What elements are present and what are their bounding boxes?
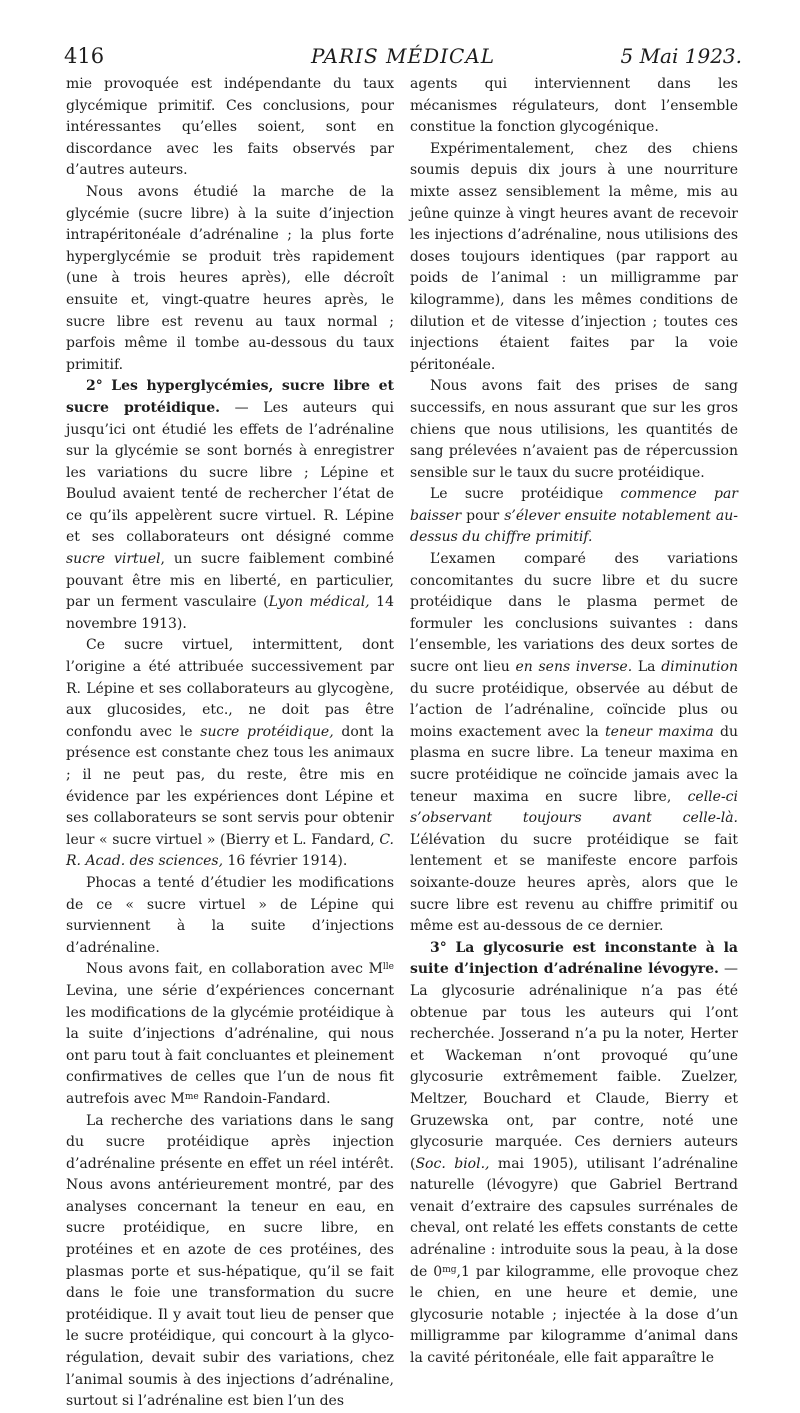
paragraph: Nous avons fait, en collaboration avec $M^{lle}$ Levina, une série d’expériences concernant les modifications de la glycémie protéidique à la suite d’injections d’adrénaline, qui nous ont paru tout à fait concluantes et pleinement confirmatives de celles que l’un de nous fit autrefois avec $M^{me}$ Randoin-Fandard. [66, 961, 394, 1107]
section-paragraph: 3° La glycosurie est inconstante à la suite d’injection d’adrénaline lévogyre. — La glycosurie adrénalinique n’a pas été obtenue par tous les auteurs qui l’ont recherchée. Josserand n’a pu la noter, Herter et Wackeman n’ont provoqué qu’une glycosurie extrêmement faible. Zuelzer, Meltzer, Bouchard et Claude, Bierry et Gruzewska ont, par contre, noté une glycosurie marquée. Ces derniers auteurs (Soc. biol., mai 1905), utilisant l’adrénaline naturelle (lévogyre) que Gabriel Bertrand venait d’extraire des capsules surrénales de cheval, ont relaté les effets constants de cette adrénaline : introduite sous la peau, à la dose de $0^{mg},1$ par kilogramme, elle provoque chez le chien, en une heure et demie, une glycosurie notable ; injectée à la dose d’un milligramme par kilogramme d’animal dans la cavité péritonéale, elle fait apparaître le [410, 939, 739, 1367]
paragraph: agents qui interviennent dans les mécanismes régulateurs, dont l’ensemble constitue la fonction glycogénique. [410, 76, 738, 136]
right-column [410, 74, 738, 1370]
paragraph: Le sucre protéidique commence par baisser pour s’élever ensuite notablement au-dessus du chiffre primitif. [410, 486, 738, 546]
paragraph: La recherche des variations dans le sang du sucre protéidique après injection d’adrénaline présente en effet un réel intérêt. Nous avons antérieurement montré, par des analyses concernant la teneur en eau, en sucre protéidique, en sucre libre, en protéines et en azote de ces protéines, des plasmas porte et sus-hépatique, qu’il se fait dans le foie une transformation du sucre protéidique. Il y avait tout lieu de penser que le sucre protéidique, qui concourt à la glyco-régulation, devait subir des variations, chez l’animal soumis à des injections d’adrénaline, surtout si l’adrénaline est bien l’un des [66, 1112, 394, 1410]
paragraph: Nous avons étudié la marche de la glycémie (sucre libre) à la suite d’injection intrapéritonéale d’adrénaline ; la plus forte hyperglycémie se produit très rapidement (une à trois heures après), elle décroît ensuite et, vingt-quatre heures après, le sucre libre est revenu au taux normal ; parfois même il tombe au-dessous du taux primitif. [66, 183, 394, 373]
issue-date: 5 Mai 1923. [620, 44, 742, 68]
section-heading: 3° La glycosurie est inconstante à la suite d’injection d’adrénaline lévogyre. [410, 939, 738, 978]
paragraph: Expérimentalement, chez des chiens soumis depuis dix jours à une nourriture mixte assez sensiblement la même, mis au jeûne quinze à vingt heures avant de recevoir les injections d’adrénaline, nous utilisions des doses toujours identiques (par rapport au poids de l’animal : un milligramme par kilogramme), dans les mêmes conditions de dilution et de vitesse d’injection ; toutes ces injections étaient faites par la voie péritonéale. [410, 140, 738, 373]
journal-title: PARIS MÉDICAL [310, 44, 496, 68]
left-column [66, 74, 394, 1413]
paragraph: Phocas a tenté d’étudier les modifications de ce « sucre virtuel » de Lépine qui surviennent à la suite d’injections d’adrénaline. [66, 874, 394, 956]
page-number: 416 [64, 44, 105, 68]
section-heading: 2° Les hyperglycémies, sucre libre et sucre protéidique. [66, 378, 394, 416]
section-paragraph: 2° Les hyperglycémies, sucre libre et sucre protéidique. — Les auteurs qui jusqu’ici ont étudié les effets de l’adrénaline sur la glycémie se sont bornés à enregistrer les variations du sucre libre ; Lépine et Boulud avaient tenté de rechercher l’état de ce qu’ils appelèrent sucre virtuel. R. Lépine et ses collaborateurs ont désigné comme sucre virtuel, un sucre faiblement combiné pouvant être mis en liberté, en particulier, par un ferment vasculaire (Lyon médical, 14 novembre 1913). [66, 378, 394, 632]
paragraph: mie provoquée est indépendante du taux glycémique primitif. Ces conclusions, pour intéressantes qu’elles soient, sont en discordance avec les faits observés par d’autres auteurs. [66, 76, 394, 179]
paragraph: Nous avons fait des prises de sang successifs, en nous assurant que sur les gros chiens que nous utilisions, les quantités de sang prélevées n’avaient pas de répercussion sensible sur le taux du sucre protéidique. [410, 378, 738, 481]
paragraph: Ce sucre virtuel, intermittent, dont l’origine a été attribuée successivement par R. Lépine et ses collaborateurs au glycogène, aux glucosides, etc., ne doit pas être confondu avec le sucre protéidique, dont la présence est constante chez tous les animaux ; il ne peut pas, du reste, être mis en évidence par les expériences dont Lépine et ses collaborateurs se sont servis pour obtenir leur « sucre virtuel » (Bierry et L. Fandard, C. R. Acad. des sciences, 16 février 1914). [66, 637, 394, 870]
page-header [64, 44, 742, 74]
paragraph: L’examen comparé des variations concomitantes du sucre libre et du sucre protéidique dans le plasma permet de formuler les conclusions suivantes : dans l’ensemble, les variations des deux sortes de sucre ont lieu en sens inverse. La diminution du sucre protéidique, observée au début de l’action de l’adrénaline, coïncide plus ou moins exactement avec la teneur maxima du plasma en sucre libre. La teneur maxima en sucre protéidique ne coïncide jamais avec la teneur maxima en sucre libre, celle-ci s’observant toujours avant celle-là. L’élévation du sucre protéidique se fait lentement et se manifeste encore parfois soixante-douze heures après, alors que le sucre libre est revenu au chiffre primitif ou même est au-dessous de ce dernier. [410, 551, 738, 935]
